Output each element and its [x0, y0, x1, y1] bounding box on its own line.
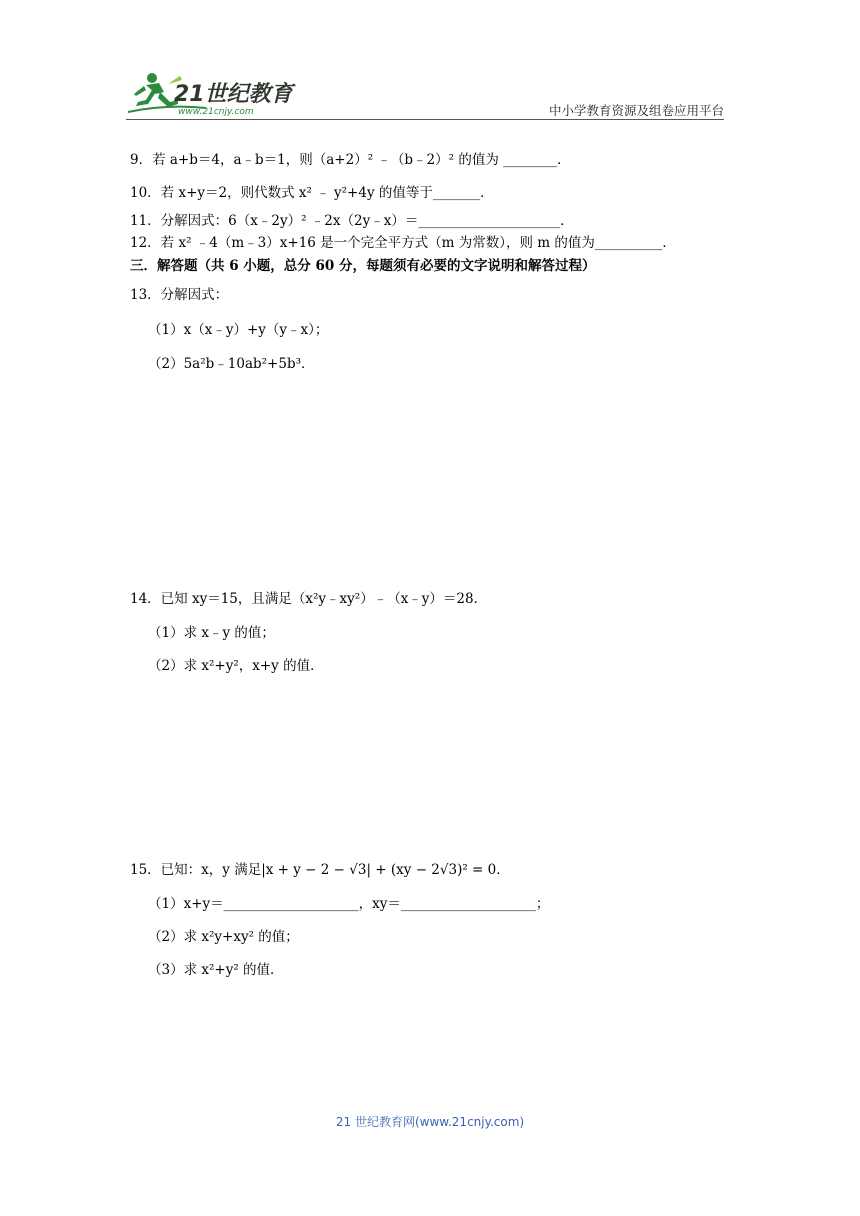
- platform-title: 中小学教育资源及组卷应用平台: [548, 103, 724, 118]
- question-9: 9．若 a+b＝4，a﹣b＝1，则（a+2）² ﹣（b﹣2）² 的值为 ________．: [130, 152, 571, 168]
- question-15-part-2: （2）求 x²y+xy² 的值；: [148, 929, 299, 945]
- section-heading: 三．解答题（共 6 小题，总分 60 分，每题须有必要的文字说明和解答过程）: [130, 258, 596, 274]
- question-13-part-2: （2）5a²b﹣10ab²+5b³．: [148, 356, 315, 372]
- question-13-part-1: （1）x（x﹣y）+y（y﹣x）；: [148, 322, 329, 338]
- question-12: 12．若 x² ﹣4（m﹣3）x+16 是一个完全平方式（m 为常数），则 m 的值为__________．: [130, 235, 676, 251]
- question-15: 15．已知：x，y 满足|x + y − 2 − √3| + (xy − 2√3)² = 0．: [130, 862, 510, 878]
- question-11: 11．分解因式：6（x﹣2y）² ﹣2x（2y﹣x）＝_____________________．: [130, 213, 574, 229]
- question-10: 10．若 x+y＝2，则代数式 x² ﹣ y²+4y 的值等于_______．: [130, 185, 494, 201]
- header-divider: [126, 119, 724, 120]
- logo-sub-text: www.21cnjy.com: [178, 107, 254, 117]
- logo-main-text: 21世纪教育: [174, 82, 293, 107]
- question-14-part-2: （2）求 x²+y²，x+y 的值．: [148, 658, 324, 674]
- question-15-part-3: （3）求 x²+y² 的值．: [148, 962, 284, 978]
- footer-link[interactable]: 21 世纪教育网(www.21cnjy.com): [335, 1115, 525, 1129]
- site-logo: [126, 68, 296, 120]
- question-15-part-1: （1）x+y＝____________________，xy＝____________________；: [148, 896, 550, 912]
- question-14-part-1: （1）求 x﹣y 的值；: [148, 625, 275, 641]
- question-13: 13．分解因式：: [130, 287, 229, 303]
- question-14: 14．已知 xy＝15，且满足（x²y﹣xy²）﹣（x﹣y）＝28．: [130, 591, 488, 607]
